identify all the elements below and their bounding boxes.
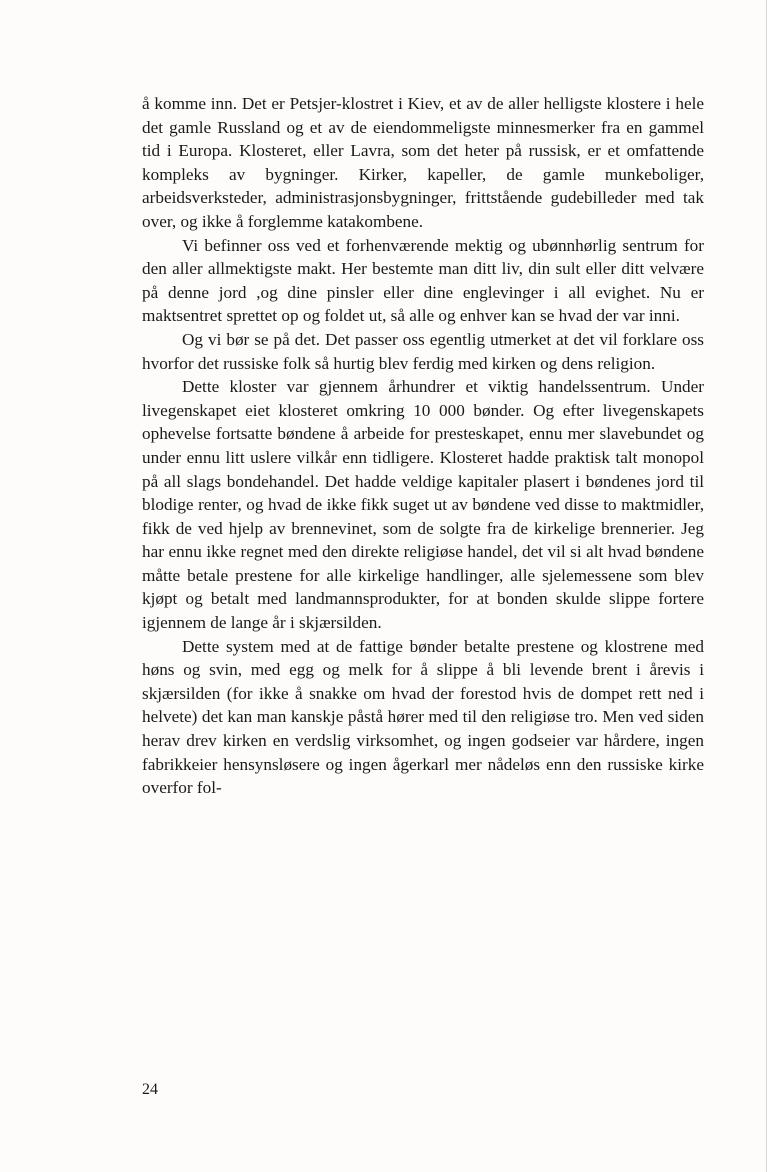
paragraph-1: å komme inn. Det er Petsjer-klostret i Kiev, et av de aller helligste klostere i hele det gamle Russland og et av de eiendommeligste minnesmerker fra en gammel tid i Europa. Klosteret, eller Lavra, som det heter på russisk, er et omfattende kompleks av bygninger. Kirker, kapeller, de gamle munkeboliger, arbeidsverksteder, administrasjonsbygninger, frittstående gudebilleder med tak over, og ikke å forglemme katakombene. bbox=[142, 94, 704, 231]
body-text bbox=[142, 92, 704, 800]
paragraph-3: Og vi bør se på det. Det passer oss egentlig utmerket at det vil forklare oss hvorfor det russiske folk så hurtig blev ferdig med kirken og dens religion. bbox=[142, 329, 704, 373]
paragraph-4: Dette kloster var gjennem århundrer et viktig handelssentrum. Under livegenskapet eiet klosteret omkring 10 000 bønder. Og efter livegenskapets ophevelse fortsatte bøndene å arbeide for presteskapet, ennu mer slavebundet og under ennu litt uslere vilkår enn tidligere. Klosteret hadde praktisk talt monopol på all slags bondehandel. Det hadde veldige kapitaler plasert i bøndenes jord til blodige renter, og hvad de ikke fikk suget ut av bøndene ved disse to maktmidler, fikk de ved hjelp av brennevinet, som de solgte fra de kirkelige brennerier. Jeg har ennu ikke regnet med den direkte religiøse handel, det vil si alt hvad bøndene måtte betale prestene for alle kirkelige handlinger, alle sjelemessene som blev kjøpt og betalt med landmannsprodukter, for at bonden skulde slippe fortere igjennem de lange år i skjærsilden. bbox=[142, 377, 704, 633]
page-number: 24 bbox=[142, 1081, 158, 1098]
paragraph-2: Vi befinner oss ved et forhenværende mektig og ubønnhørlig sentrum for den aller allmektigste makt. Her bestemte man ditt liv, din sult eller ditt velvære på denne jord ,og dine pinsler eller dine englevinger i all evighet. Nu er maktsentret sprettet op og foldet ut, så alle og enhver kan se hvad der var inni. bbox=[142, 235, 704, 326]
paragraph-5: Dette system med at de fattige bønder betalte prestene og klostrene med høns og svin, med egg og melk for å slippe å bli levende brent i årevis i skjærsilden (for ikke å snakke om hvad der forestod hvis de dompet rett ned i helvete) det kan man kanskje påstå hører med til den religiøse tro. Men ved siden herav drev kirken en verdslig virksomhet, og ingen godseier var hårdere, ingen fabrikkeier hensynsløsere og ingen ågerkarl mer nådeløs enn den russiske kirke overfor fol- bbox=[142, 636, 704, 798]
